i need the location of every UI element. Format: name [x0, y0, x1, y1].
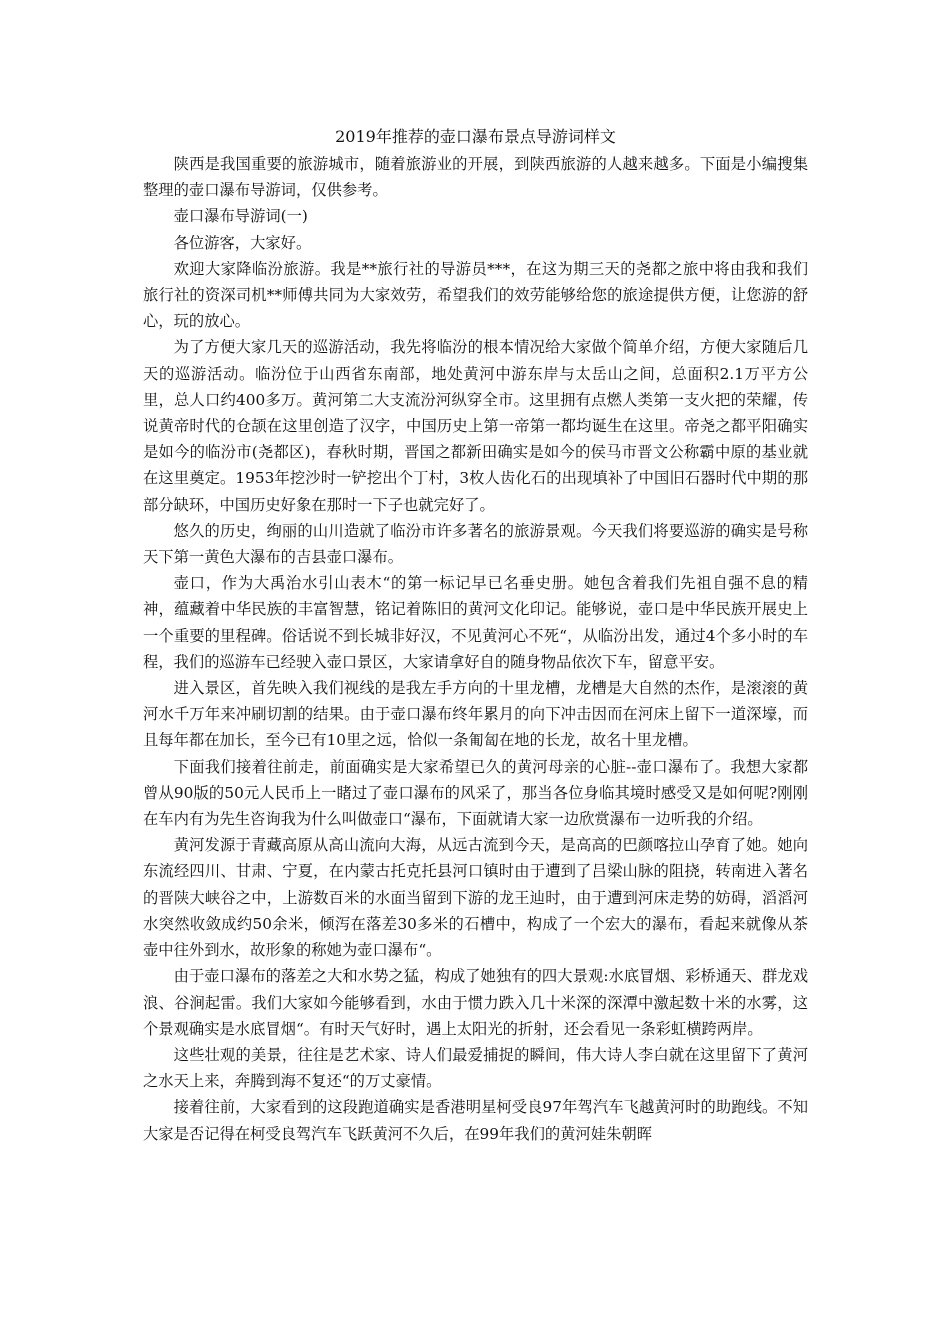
paragraph-welcome: 欢迎大家降临汾旅游。我是**旅行社的导游员***，在这为期三天的尧都之旅中将由我和我们旅行社的资深司机**师傅共同为大家效劳，希望我们的效劳能够给您的旅途提供方便，让您游的舒心，玩的放心。	[143, 259, 808, 331]
section-heading: 壶口瀑布导游词(一)	[173, 207, 308, 226]
paragraph-linfen-overview: 为了方便大家几天的巡游活动，我先将临汾的根本情况给大家做个简单介绍，方便大家随后几天的巡游活动。临汾位于山西省东南部，地处黄河中游东岸与太岳山之间，总面积2.1万平方公里，总人口约400多万。黄河第二大支流汾河纵穿全市。这里拥有点燃人类第一支火把的荣耀，传说黄帝时代的仓颉在这里创造了汉字，中国历史上第一帝第一都均诞生在这里。帝尧之都平阳确实是如今的临汾市(尧都区)，春秋时期，晋国之都新田确实是如今的侯马市晋文公称霸中原的基业就在这里奠定。1953年挖沙时一铲挖出个丁村，3枚人齿化石的出现填补了中国旧石器时代中期的那部分缺环，中国历史好象在那时一下子也就完好了。	[143, 338, 808, 514]
paragraph-runway: 接着往前，大家看到的这段跑道确实是香港明星柯受良97年驾汽车飞越黄河时的助跑线。不知大家是否记得在柯受良驾汽车飞跃黄河不久后，在99年我们的黄河娃朱朝晖	[143, 1098, 808, 1143]
paragraph-four-views: 由于壶口瀑布的落差之大和水势之猛，构成了她独有的四大景观:水底冒烟、彩桥通天、群龙戏浪、谷涧起雷。我们大家如今能够看到，水由于惯力跌入几十米深的深潭中激起数十米的水雾，这个景观确实是水底冒烟“。有时天气好时，遇上太阳光的折射，还会看见一条彩虹横跨两岸。	[143, 967, 808, 1038]
paragraph-yellow-river-origin: 黄河发源于青藏高原从高山流向大海，从远古流到今天，是高高的巴颜喀拉山孕育了她。她向东流经四川、甘肃、宁夏，在内蒙古托克托县河口镇时由于遭到了吕梁山脉的阻挠，转南进入著名的晋陕大峡谷之中，上游数百米的水面当留到下游的龙王辿时，由于遭到河床走势的妨碍，滔滔河水突然收敛成约50余米，倾泻在落差30多米的石槽中，构成了一个宏大的瀑布，看起来就像从茶壶中往外到水，故形象的称她为壶口瀑布“。	[143, 836, 808, 960]
paragraph-hukou-intro: 壶口，作为大禹治水引山表木“的第一标记早已名垂史册。她包含着我们先祖自强不息的精神，蕴藏着中华民族的丰富智慧，铭记着陈旧的黄河文化印记。能够说，壶口是中华民族开展史上一个重要的里程碑。俗话说不到长城非好汉，不见黄河心不死“，从临汾出发，通过4个多小时的车程，我们的巡游车已经驶入壶口景区，大家请拿好自的随身物品依次下车，留意平安。	[143, 574, 808, 671]
paragraph-poets: 这些壮观的美景，往往是艺术家、诗人们最爱捕捉的瞬间，伟大诗人李白就在这里留下了黄河之水天上来，奔腾到海不复还“的万丈豪情。	[143, 1045, 808, 1091]
document-title: 2019年推荐的壶口瀑布景点导游词样文	[335, 127, 616, 146]
paragraph-intro: 陕西是我国重要的旅游城市，随着旅游业的开展，到陕西旅游的人越来越多。下面是小编搜集整理的壶口瀑布导游词，仅供参考。	[143, 155, 808, 200]
paragraph-waterfall-arrival: 下面我们接着往前走，前面确实是大家希望已久的黄河母亲的心脏--壶口瀑布了。我想大家都曾从90版的50元人民币上一睹过了壶口瀑布的风采了，那当各位身临其境时感受又是如何呢?刚刚在车内有为先生咨询我为什么叫做壶口“瀑布，下面就请大家一边欣赏瀑布一边听我的介绍。	[143, 757, 808, 829]
paragraph-greeting: 各位游客，大家好。	[173, 233, 312, 252]
document-page	[143, 124, 808, 1147]
paragraph-dragon-trough: 进入景区，首先映入我们视线的是我左手方向的十里龙槽，龙槽是大自然的杰作，是滚滚的黄河水千万年来冲刷切割的结果。由于壶口瀑布终年累月的向下冲击因而在河床上留下一道深壕，而且每年都在加长，至今已有10里之远，恰似一条匍匐在地的长龙，故名十里龙槽。	[143, 679, 808, 750]
paragraph-history: 悠久的历史，绚丽的山川造就了临汾市许多著名的旅游景观。今天我们将要巡游的确实是号称天下第一黄色大瀑布的吉县壶口瀑布。	[143, 521, 808, 567]
